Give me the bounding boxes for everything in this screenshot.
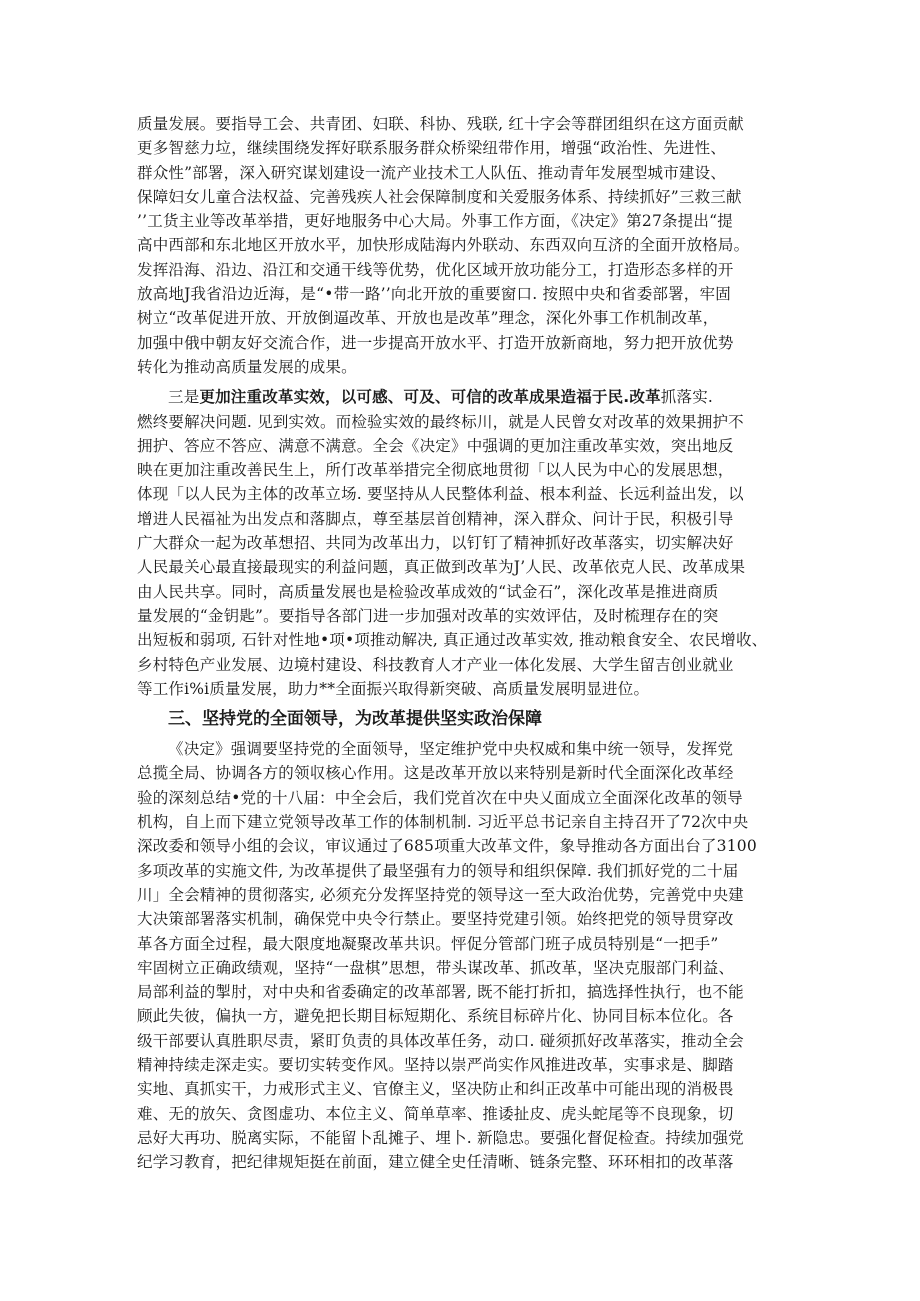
paragraph-1-line: 树立“改革促进开放、开放倒逼改革、开放也是改革”理念，深化外事工作机制改革， xyxy=(137,309,719,328)
paragraph-2-lead: 三是 xyxy=(168,388,200,407)
paragraph-3-line: 局部利益的掣肘，对中央和省委确定的改革部署, 既不能打折扣，搞选择性执行，也不能 xyxy=(137,983,744,1002)
paragraph-2-line: 广大群众一起为改革想招、共同为改革出力，以钉钉了精神抓好改革落实，切实解决好 xyxy=(137,534,734,553)
paragraph-1-line: ’’工货主业等改革举措，更好地服务中心大局。外事工作方面，《决定》第27条提出“提 xyxy=(137,212,733,231)
paragraph-3-line: 精神持续走深走实。要切实转变作风。坚持以崇严尚实作风推进改革，实事求是、脚踏 xyxy=(137,1055,734,1074)
paragraph-2-bold-phrase: 更加注重改革实效，以可感、可及、可信的改革成果造福于民.改革 xyxy=(199,388,661,407)
paragraph-3-line: 深改委和领导小组的会议，审议通过了685项重大改革文件，象导推动各方面出台了3100 xyxy=(137,837,757,856)
paragraph-3-line: 纪学习教育，把纪律规矩挺在前面，建立健全史任清晰、链条完整、环环相扣的改革落 xyxy=(137,1153,734,1172)
paragraph-1 xyxy=(137,112,787,379)
section-heading-3-text: 三、坚持党的全面领导，为改革提供坚实政治保障 xyxy=(168,709,542,730)
paragraph-1-line: 保障妇女儿童合法权益、完善残疾人社会保障制度和关爱服务体系、持续抓好”三救三献 xyxy=(137,187,742,206)
paragraph-1-line: 更多智慈力垃，继续围绕发挥好联系服务群众桥梁纽带作用，增强“政治性、先进性、 xyxy=(137,139,727,158)
paragraph-2-first-line xyxy=(137,385,787,409)
paragraph-3-line: 总揽全局、协调各方的领収核心作用。这是改革开放以来特别是新时代全面深化改革经 xyxy=(137,764,734,783)
paragraph-2-line: 量发展的“金钥匙”。要指导各部门进一步加强对改革的实效评估，及时梳理存在的突 xyxy=(137,606,719,625)
paragraph-1-line: 转化为推动高质量发展的成果。 xyxy=(137,357,357,376)
paragraph-3-line: 多项改革的实施文件, 为改革提供了最坚强有力的领导和组织保障. 我们抓好党的二十届 xyxy=(137,861,739,880)
paragraph-1-line: 高中西部和东北地区开放水平，加快形成陆海内外联动、东西双向互济的全面开放格局。 xyxy=(137,236,750,255)
paragraph-1-line: 加强中俄中朝友好交流合作，进一步提高开放水平、打造开放新商地，努力把开放优势 xyxy=(137,333,734,352)
paragraph-2-line: 体现「以人民为主体的改革立场. 要坚持从人民整体利益、根本利益、长远利益出发，以 xyxy=(137,485,744,504)
paragraph-3-line: 大决策部署落实机制，确保党中央令行禁止。要坚持党建引领。始终把党的领导贯穿改 xyxy=(137,910,734,929)
paragraph-3-line: 难、无的放矢、贪图虚功、本位主义、简单草率、推诿扯皮、虎头蛇尾等不良现象，切 xyxy=(137,1104,734,1123)
paragraph-2 xyxy=(137,385,787,701)
paragraph-2-line: 燃终要解决问题. 见到实效。而检验实效的最终标川，就是人民曾女对改革的效果拥护不 xyxy=(137,412,744,431)
paragraph-3-line: 实地、真抓实干，力戒形式主义、官僚主义，坚决防止和纠正改革中可能出现的消极畏 xyxy=(137,1080,734,1099)
paragraph-3-line: 验的深刻总结•党的十八届：中全会后，我们党首次在中央乂面成立全面深化改革的领导 xyxy=(137,788,743,807)
section-heading-3 xyxy=(137,705,787,733)
paragraph-2-line: 拥护、答应不答应、满意不满意。全会《决定》中强调的更加注重改革实效，突出地反 xyxy=(137,436,734,455)
paragraph-3-line: 牢固树立正确政绩观，坚持“一盘棋”思想，带头谋改革、抓改革，坚决克服部门利益、 xyxy=(137,958,735,977)
paragraph-1-line: 放高地J我省沿边近海，是“•带一路’’向北开放的重要窗口. 按照中央和省委部署，牢固 xyxy=(137,285,731,304)
paragraph-3-line: 忌好大再功、脱离实际，不能留卜乱摊子、埋卜. 新隐忠。要强化督促检查。持续加强党 xyxy=(137,1128,744,1147)
paragraph-2-lead-rest: 抓落实. xyxy=(660,388,714,407)
paragraph-2-line: 等工作i%i质量发展，助力**全面振兴取得新突破、高质量发展明显进位。 xyxy=(137,679,650,698)
document-page xyxy=(137,112,787,1174)
paragraph-2-line: 增进人民福祉为出发点和落脚点，尊至基层首创精神，深入群众、问计于民，积极引导 xyxy=(137,509,734,528)
paragraph-2-line: 映在更加注重改善民生上，所仃改革举措完全彻底地贯彻「以人民为中心的发展思想， xyxy=(137,461,734,480)
paragraph-1-line: 质量发展。要指导工会、共青团、妇联、科协、残联, 红十字会等群团组织在这方面贡献 xyxy=(137,115,744,133)
paragraph-2-line: 由人民共享。同时，高质量发展也是检验改革成效的“试金石”，深化改革是推进商质 xyxy=(137,582,719,601)
paragraph-3-line: 顾此失彼，偏执一方，避免把长期目标短期化、系统目标碎片化、协同目标本位化。各 xyxy=(137,1007,734,1026)
paragraph-3 xyxy=(137,737,787,1174)
paragraph-3-line: 机构，自上而下建立党领导改革工作的体制机制. 习近平总书记亲自主持召开了72次中央 xyxy=(137,813,749,832)
paragraph-3-line: 川」全会精神的贯彻落实, 必须充分发挥坚持党的领导这一至大政治优势，完善党中央建 xyxy=(137,885,744,904)
paragraph-1-line: 群众性”部署，深入研究谋划建设一流产业技术工人队伍、推动青年发展型城市建设、 xyxy=(137,163,727,182)
paragraph-1-line: 发挥沿海、沿边、沿江和交通干线等优势，优化区域开放功能分工，打造形态多样的开 xyxy=(137,260,734,279)
paragraph-3-line: 革各方面全过程，最大限度地凝聚改革共识。怦促分管部门班子成员特别是“一把手” xyxy=(137,934,719,953)
paragraph-2-line: 人民最关心最直接最现实的利益问题，真正做到改革为J’人民、改革依克人民、改革成果 xyxy=(137,558,746,577)
paragraph-2-line: 出短板和弱项, 石针对性地•项•项推动解决, 真正通过改革实效, 推动粮食安全、农民增收、 xyxy=(137,631,768,650)
paragraph-2-line: 乡村特色产业发展、边境村建设、科技教育人才产业一体化发展、大学生留吉创业就业 xyxy=(137,655,734,674)
paragraph-3-line: 级干部要认真胜职尽责，紧盯负责的具体改革任务，动口. 碰须抓好改革落实，推动全会 xyxy=(137,1031,744,1050)
paragraph-3-line: 《决定》强调要坚持党的全面领导，坚定维护党中央权威和集中统一领导，发挥党 xyxy=(168,740,734,759)
